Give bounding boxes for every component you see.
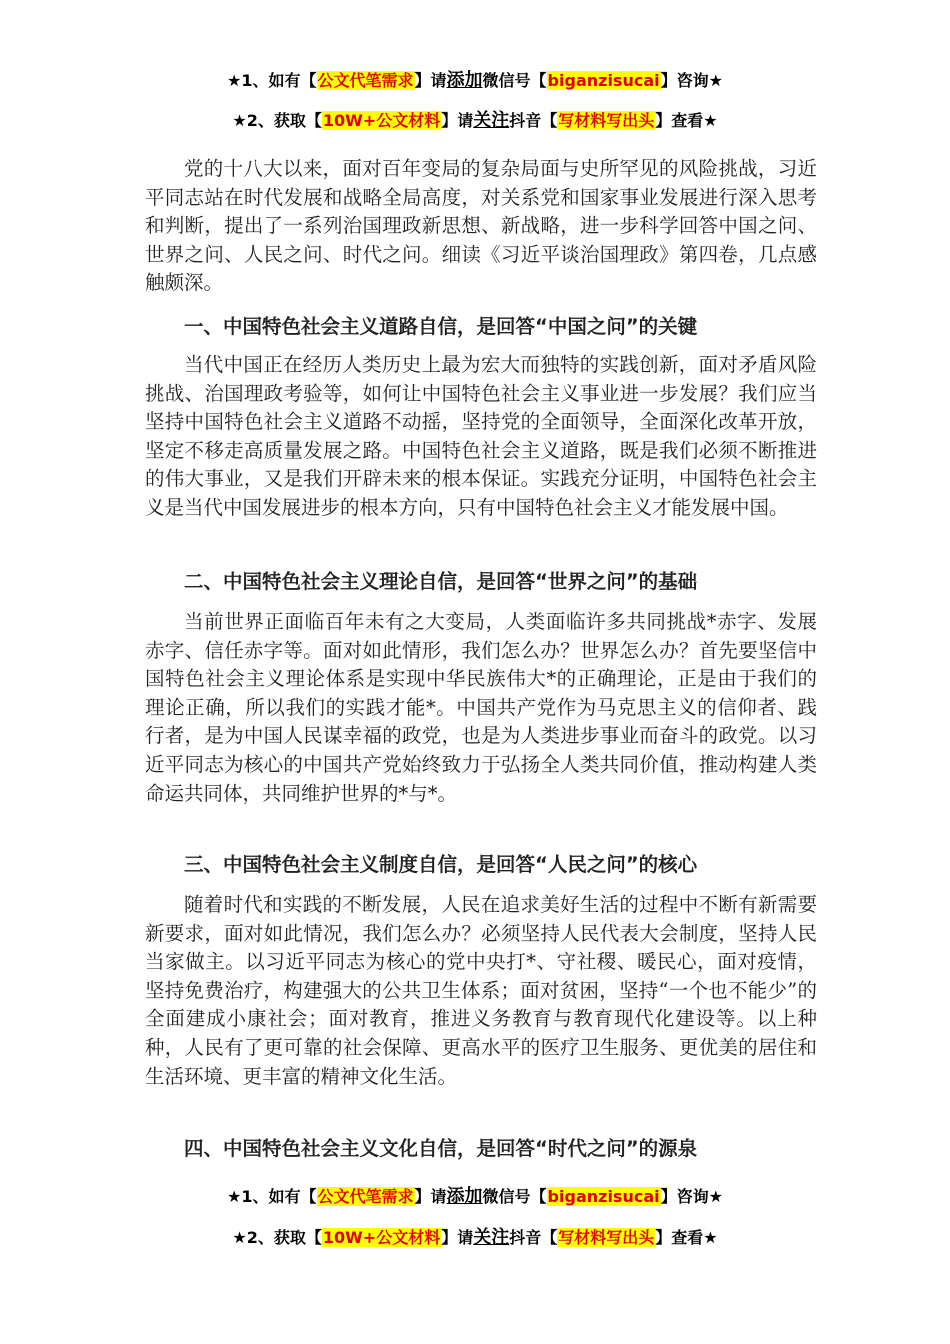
section-paragraph-1: 当代中国正在经历人类历史上最为宏大而独特的实践创新，面对矛盾风险挑战、治国理政考验等，如何让中国特色社会主义事业进一步发展？我们应当坚持中国特色社会主义道路不动摇，坚持党的全面领导，全面深化改革开放，坚定不移走高质量发展之路。中国特色社会主义道路，既是我们必须不断推进的伟大事业，又是我们开辟未来的根本保证。实践充分证明，中国特色社会主义是当代中国发展进步的根本方向，只有中国特色社会主义才能发展中国。 (145, 353, 817, 519)
banner-text: ★1、如有【 (227, 71, 317, 90)
highlight-douyin-account: 写材料写出头 (558, 1228, 655, 1247)
banner-text: 抖音【 (509, 1228, 558, 1247)
banner-text: 】请 (441, 111, 474, 130)
underlined-follow: 关注 (473, 110, 510, 131)
section-heading-3: 三、中国特色社会主义制度自信，是回答“人民之问”的核心 (184, 853, 698, 876)
banner-text: 】请 (414, 1187, 447, 1206)
highlight-service: 公文代笔需求 (317, 71, 414, 90)
intro-paragraph: 党的十八大以来，面对百年变局的复杂局面与史所罕见的风险挑战，习近平同志站在时代发展和战略全局高度，对关系党和国家事业发展进行深入思考和判断，提出了一系列治国理政新思想、新战略，进一步科学回答中国之问、世界之问、人民之问、时代之问。细读《习近平谈治国理政》第四卷，几点感触颇深。 (145, 157, 817, 295)
banner-text: ★2、获取【 (232, 1228, 322, 1247)
banner-text: 】咨询★ (660, 71, 723, 90)
section-heading-4: 四、中国特色社会主义文化自信，是回答“时代之问”的源泉 (184, 1137, 698, 1160)
promo-banner-line-2-bottom (0, 1227, 950, 1249)
banner-text: 】请 (441, 1228, 474, 1247)
banner-text: 抖音【 (509, 111, 558, 130)
section-paragraph-3: 随着时代和实践的不断发展，人民在追求美好生活的过程中不断有新需要新要求，面对如此情况，我们怎么办？必须坚持人民代表大会制度，坚持人民当家做主。以习近平同志为核心的党中央打*、守社稷、暖民心，面对疫情，坚持免费治疗，构建强大的公共卫生体系；面对贫困，坚持“一个也不能少”的全面建成小康社会；面对教育，推进义务教育与教育现代化建设等。以上种种，人民有了更可靠的社会保障、更高水平的医疗卫生服务、更优美的居住和生活环境、更丰富的精神文化生活。 (145, 893, 817, 1088)
promo-banner-line-1-bottom (0, 1186, 950, 1208)
highlight-service: 公文代笔需求 (317, 1187, 414, 1206)
banner-text: 】请 (414, 71, 447, 90)
promo-banner-line-1-top (0, 70, 950, 92)
underlined-follow: 关注 (473, 1227, 510, 1248)
banner-text: ★1、如有【 (227, 1187, 317, 1206)
banner-text: 微信号【 (482, 1187, 547, 1206)
promo-banner-line-2-top (0, 110, 950, 132)
banner-text: 】查看★ (655, 111, 718, 130)
banner-text: 】查看★ (655, 1228, 718, 1247)
highlight-wechat-id: biganzisucai (547, 71, 660, 90)
banner-text: 】咨询★ (660, 1187, 723, 1206)
underlined-add: 添加 (446, 1186, 483, 1207)
banner-text: ★2、获取【 (232, 111, 322, 130)
highlight-materials: 10W+公文材料 (322, 1228, 441, 1247)
highlight-douyin-account: 写材料写出头 (558, 111, 655, 130)
underlined-add: 添加 (446, 70, 483, 91)
highlight-wechat-id: biganzisucai (547, 1187, 660, 1206)
banner-text: 微信号【 (482, 71, 547, 90)
section-heading-2: 二、中国特色社会主义理论自信，是回答“世界之问”的基础 (184, 570, 698, 593)
section-heading-1: 一、中国特色社会主义道路自信，是回答“中国之问”的关键 (184, 315, 698, 338)
section-paragraph-2: 当前世界正面临百年未有之大变局，人类面临许多共同挑战*赤字、发展赤字、信任赤字等。面对如此情形，我们怎么办？世界怎么办？首先要坚信中国特色社会主义理论体系是实现中华民族伟大*的正确理论，正是由于我们的理论正确，所以我们的实践才能*。中国共产党作为马克思主义的信仰者、践行者，是为中国人民谋幸福的政党，也是为人类进步事业而奋斗的政党。以习近平同志为核心的中国共产党始终致力于弘扬全人类共同价值，推动构建人类命运共同体，共同维护世界的*与*。 (145, 610, 817, 805)
highlight-materials: 10W+公文材料 (322, 111, 441, 130)
